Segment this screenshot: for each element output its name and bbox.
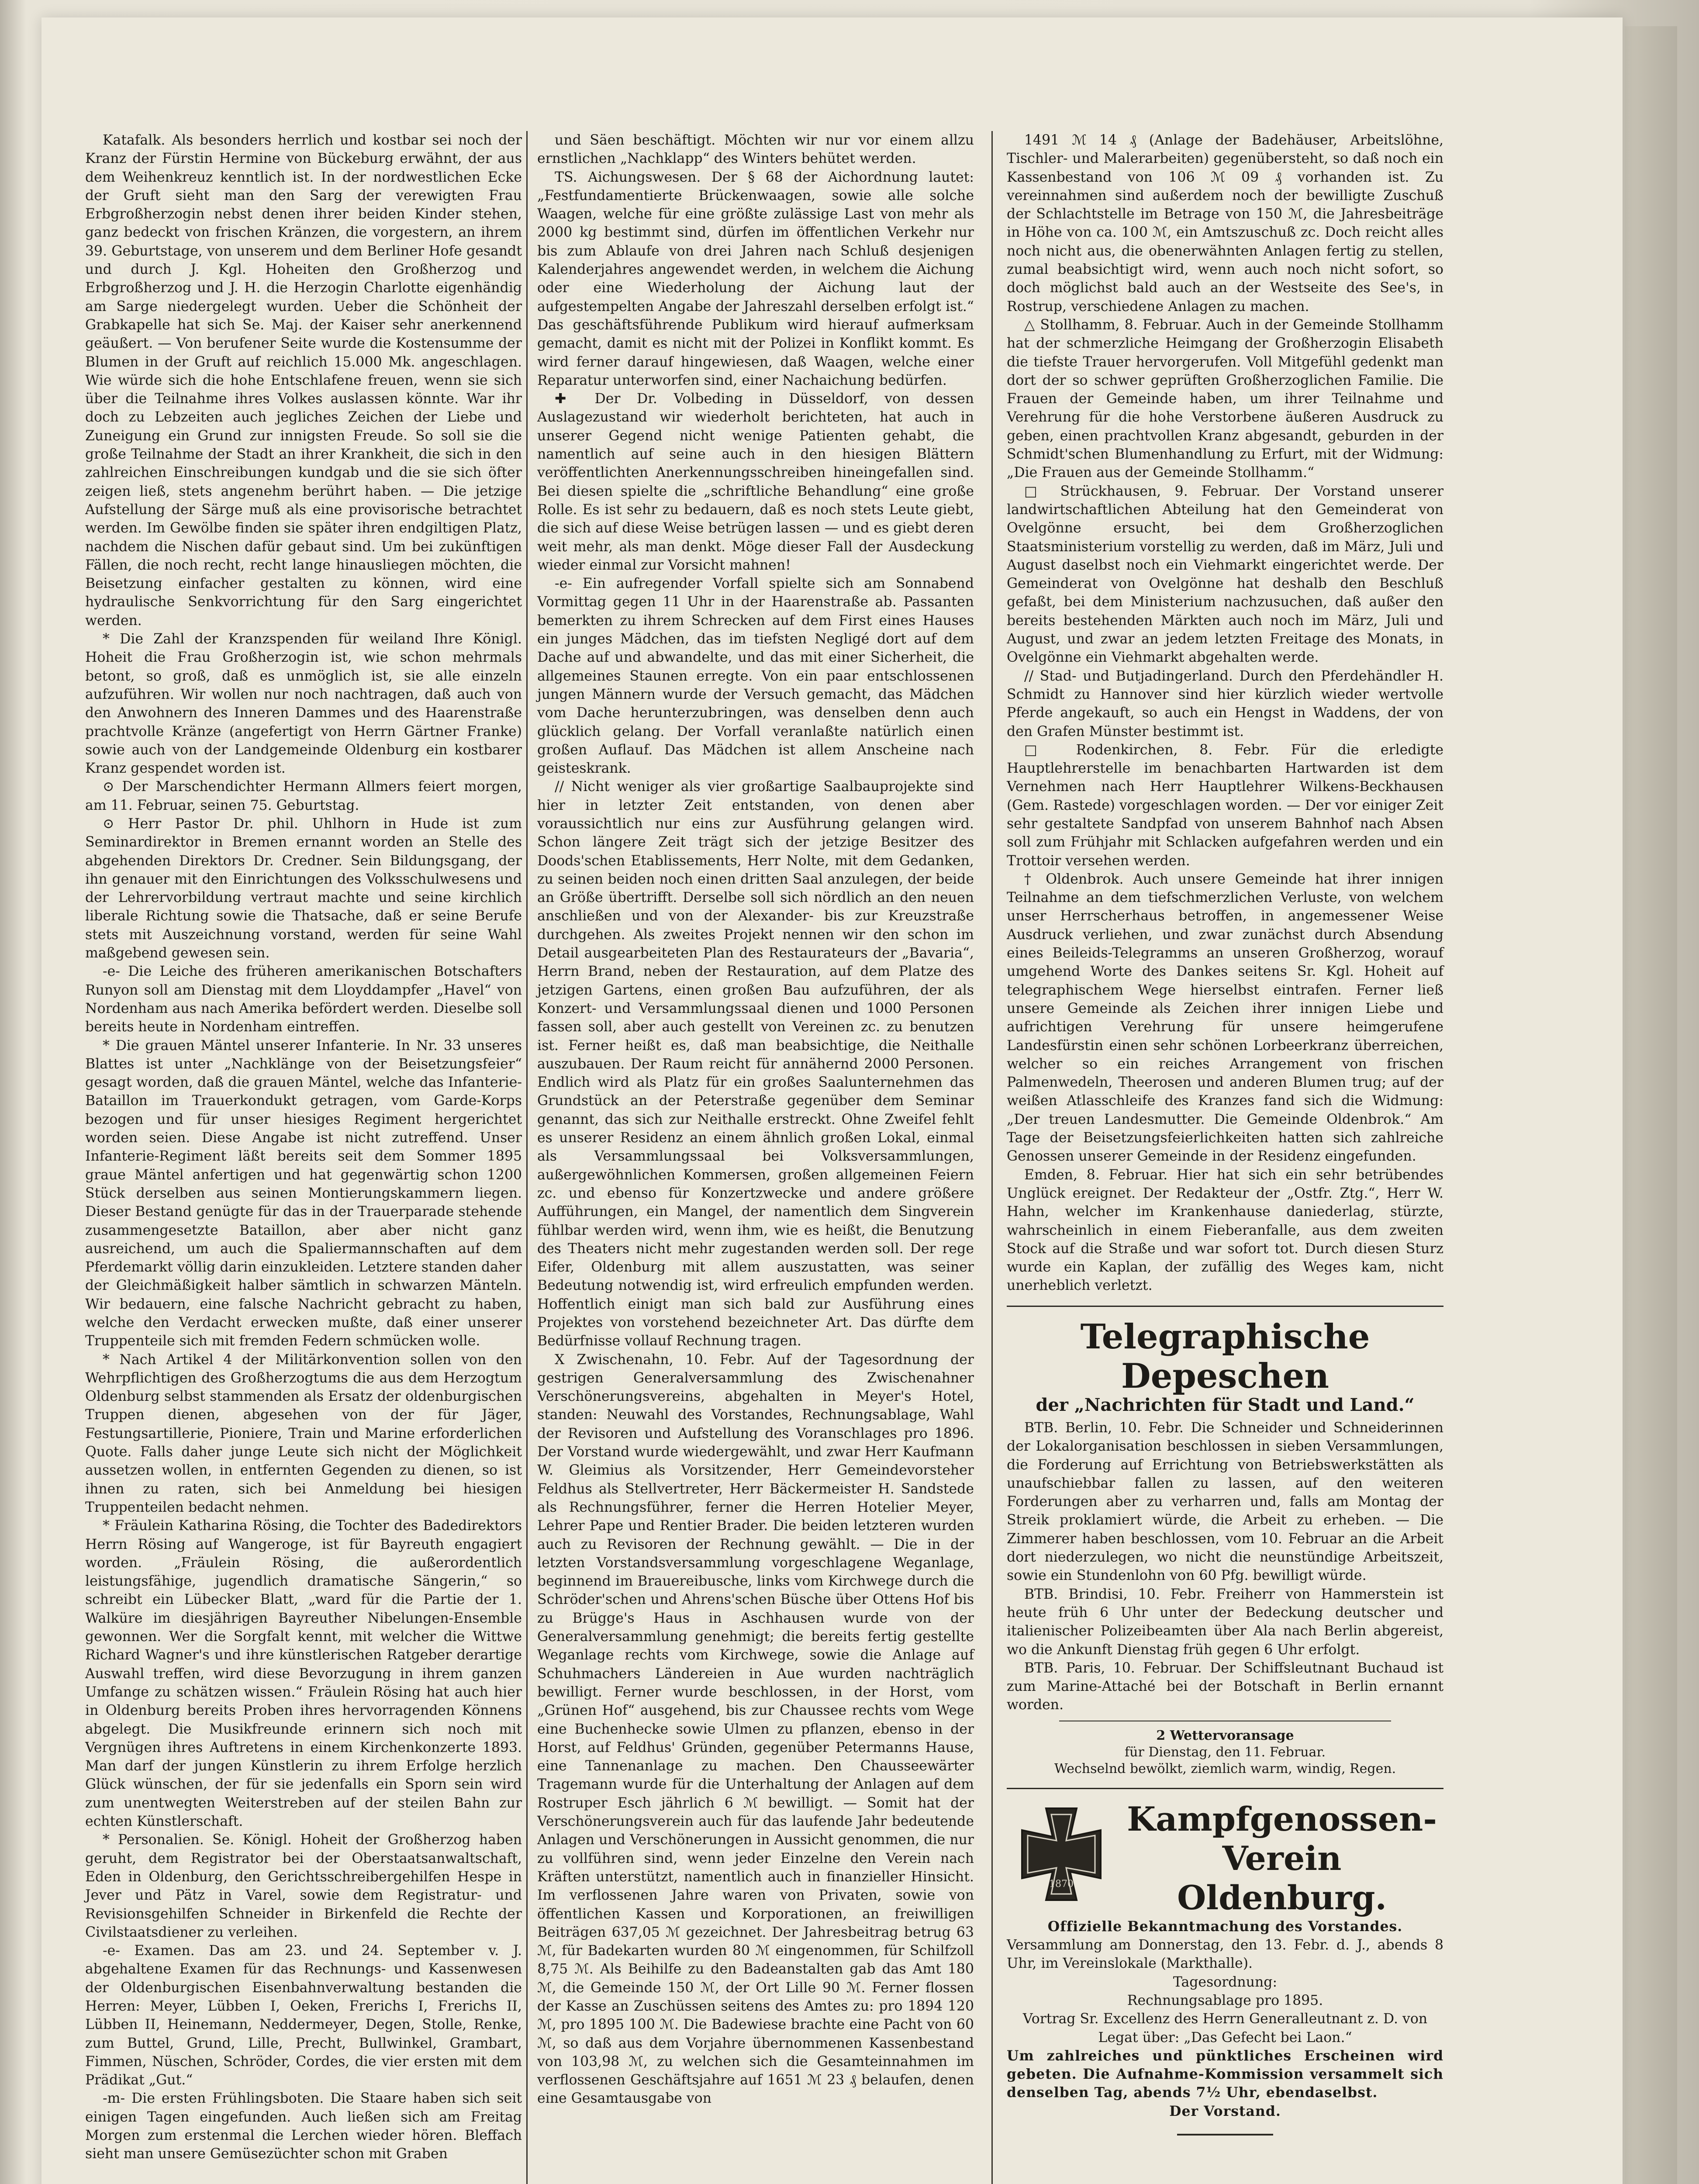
ad-line: Rechnungsablage pro 1895. xyxy=(1127,1992,1323,2008)
column-rule-1 xyxy=(526,131,528,2184)
article-paragraph: * Personalien. Se. Königl. Hoheit der Großherzog haben geruht, dem Registrator bei der Oberstaatsanwaltschaft, Eden in Oldenburg, den Gerichtsschreibergehilfen Hespe in Jever und Pätz in Varel, sowie dem Registratur- und Revisionsgehilfen Schneider in Birkenfeld die Rechte der Civilstaatsdiener zu verleihen. xyxy=(85,1832,522,1940)
article-paragraph: ⊙ Herr Pastor Dr. phil. Uhlhorn in Hude ist zum Seminardirektor in Bremen ernannt worden an Stelle des abgehenden Direktors Dr. Credner. Sein Bildungsgang, der ihn genauer mit den Einrichtungen des Volksschulwesens und der Lehrervorbildung vertraut machte und seine kirchlich liberale Richtung sowie die Thatsache, daß er seine Berufe stets mit Auszeichnung vorstand, werden für seine Wahl maßgebend gewesen sein. xyxy=(85,816,522,961)
column-1 xyxy=(85,131,522,2163)
article-paragraph: □ Strückhausen, 9. Februar. Der Vorstand unserer landwirtschaftlichen Abteilung hat den Gemeinderat von Ovelgönne ersucht, bei dem Großherzoglichen Staatsministerium vorstellig zu werden, daß im März, Juli und August daselbst noch ein Viehmarkt eingerichtet werde. Der Gemeinderat von Ovelgönne hat deshalb den Beschluß gefaßt, bei dem Ministerium nachzusuchen, daß außer den bereits bestehenden Märkten auch noch im März, Juli und August, und zwar an jedem letzten Freitage des Monats, in Ovelgönne ein Viehmarkt abgehalten werde. xyxy=(1007,483,1443,666)
ad-signature: Der Vorstand. xyxy=(1169,2103,1281,2119)
article-paragraph: TS. Aichungswesen. Der § 68 der Aichordnung lautet: „Festfundamentierte Brückenwaagen, sowie alle solche Waagen, welche für eine größte zulässige Last von mehr als 2000 kg bestimmt sind, dürfen im öffentlichen Verkehr nur bis zum Ablaufe von drei Jahren nach Schluß desjenigen Kalenderjahres angewendet werden, in welchem die Aichung oder eine Wiederholung der Aichung laut der aufgestempelten Angabe der Jahreszahl derselben erfolgt ist.“ Das geschäftsführende Publikum wird hierauf aufmerksam gemacht, damit es nicht mit der Polizei in Konflikt kommt. Es wird ferner darauf hingewiesen, daß Waagen, welche einer Reparatur unterworfen sind, einer Nachaichung bedürfen. xyxy=(537,169,974,388)
article-paragraph: -e- Examen. Das am 23. und 24. September v. J. abgehaltene Examen für das Rechnungs- und Kassenwesen der Oldenburgischen Eisenbahnverwaltung bestanden die Herren: Meyer, Lübben I, Oeken, Frerichs I, Frerichs II, Lübben II, Heinemann, Neddermeyer, Degen, Stolle, Renke, zum Buttel, Grund, Lille, Precht, Bullwinkel, Grambart, Fimmen, Nüschen, Schröder, Cordes, die vier ersten mit dem Prädikat „Gut.“ xyxy=(85,1943,522,2088)
ad-line: Tagesordnung: xyxy=(1173,1974,1278,1990)
iron-cross-icon xyxy=(1015,1804,1107,1904)
ad-line: Offizielle Bekanntmachung des Vorstandes. xyxy=(1047,1918,1403,1935)
article-paragraph: -m- Die ersten Frühlingsboten. Die Staare haben sich seit einigen Tagen eingefunden. Auch ließen sich am Freitag Morgen zum erstenmal die Lerchen wieder hören. Bleffach sieht man unsere Gemüsezüchter schon mit Graben xyxy=(85,2091,522,2162)
article-paragraph: △ Stollhamm, 8. Februar. Auch in der Gemeinde Stollhamm hat der schmerzliche Heimgang der Großherzogin Elisabeth die tiefste Trauer hervorgerufen. Voll Mitgefühl gedenkt man dort der so schwer geprüften Großherzoglichen Familie. Die Frauen der Gemeinde haben, um ihrer Teilnahme und Verehrung für die hohe Verstorbene äußeren Ausdruck zu geben, einen prachtvollen Kranz abgesandt, geburden in der Schmidt'schen Blumenhandlung zu Erfurt, mit der Widmung: „Die Frauen aus der Gemeinde Stollhamm.“ xyxy=(1007,317,1443,481)
end-rule xyxy=(1177,2134,1273,2136)
telegram-item: BTB. Brindisi, 10. Febr. Freiherr von Hammerstein ist heute früh 6 Uhr unter der Bedeckung deutscher und italienischer Polizeibeamten über Ala nach Berlin abgereist, wo die Ankunft Dienstag früh gegen 6 Uhr erfolgt. xyxy=(1007,1586,1443,1658)
article-paragraph: ⊙ Der Marschendichter Hermann Allmers feiert morgen, am 11. Februar, seinen 75. Geburtstag. xyxy=(85,779,522,813)
article-paragraph: // Nicht weniger als vier großartige Saalbauprojekte sind hier in letzter Zeit entstanden, von denen aber voraussichtlich nur eins zur Ausführung gelangen wird. Schon längere Zeit trägt sich der jetzige Besitzer des Doods'schen Etablissements, Herr Nolte, mit dem Gedanken, zu seinen beiden noch einen dritten Saal anzulegen, der beide an Größe übertrifft. Derselbe soll sich nördlich an den neuen anschließen und von der Alexander- bis zur Kreuzstraße durchgehen. Als zweites Projekt nennen wir den schon im Detail ausgearbeiteten Plan des Restaurateurs der „Bavaria“, Herrn Brand, neben der Restauration, auf dem Platze des jetzigen Gartens, einen großen Bau aufzuführen, der als Konzert- und Versammlungssaal dienen und 1000 Personen fassen soll, aber auch gestellt von Vereinen zc. zu benutzen ist. Ferner heißt es, daß man beabsichtige, die Neithalle auszubauen. Der Raum reicht für annähernd 2000 Personen. Endlich wird als Platz für ein großes Saalunternehmen das Grundstück an der Peterstraße gegenüber dem Seminar genannt, das sich zur Neithalle erstreckt. Ohne Zweifel fehlt es unserer Residenz an einem ähnlich großen Lokal, einmal als Versammlungssaal bei Volksversammlungen, außergewöhnlichen Kommersen, großen allgemeinen Feiern zc. und ebenso für Konzertzwecke und andere größere Aufführungen, ein Mangel, der namentlich dem Singverein fühlbar werden wird, wenn ihm, wie es heißt, die Benutzung des Theaters nicht mehr zugestanden werden soll. Der rege Eifer, Oldenburg mit allem auszustatten, was seiner Bedeutung notwendig ist, wird erfreulich empfunden werden. Hoffentlich einigt man sich bald zur Ausführung eines Projektes von vorstehend bezeichneter Art. Das dürfte dem Bedürfnisse vollauf Rechnung tragen. xyxy=(537,779,974,1349)
advertisement-body xyxy=(1007,1918,1443,2121)
column-rule-2 xyxy=(991,131,993,2184)
ad-line: Um zahlreiches und pünktliches Erscheinen wird gebeten. Die Aufnahme-Kommission versammelt sich denselben Tag, abends 7½ Uhr, ebendaselbst. xyxy=(1007,2047,1443,2101)
article-paragraph: Katafalk. Als besonders herrlich und kostbar sei noch der Kranz der Fürstin Hermine von Bückeburg erwähnt, der aus dem Weihenkreuz kenntlich ist. In der nordwestlichen Ecke der Gruft sieht man den Sarg der verewigten Frau Erbgroßherzogin nebst denen ihrer beiden Kinder stehen, ganz bedeckt von frischen Kränzen, die vorgestern, an ihrem 39. Geburtstage, von unserem und dem Berliner Hofe gesandt und durch J. Kgl. Hoheiten den Großherzog und Erbgroßherzog und J. H. die Herzogin Charlotte eigenhändig am Sarge niedergelegt wurden. Ueber die Schönheit der Grabkapelle hat sich Se. Maj. der Kaiser sehr anerkennend geäußert. — Von berufener Seite wurde die Kostensumme der Blumen in der Gruft auf reichlich 15.000 Mk. angeschlagen. Wie würde sich die hohe Entschlafene freuen, wenn sie sich über die Teilnahme ihres Volkes auslassen könnte. War ihr doch zu Lebzeiten auch jegliches Zeichen der Liebe und Zuneigung ein Grund zur innigsten Freude. So soll sie die große Teilnahme der Stadt an ihrer Krankheit, die sich in den zahlreichen Einschreibungen kundgab und die sie sich öfter zeigen ließ, stets angenehm berührt haben. — Die jetzige Aufstellung der Särge muß als eine provisorische betrachtet werden. Im Gewölbe finden sie später ihren endgiltigen Platz, nachdem die Nischen dafür gebaut sind. Um bei zukünftigen Fällen, die noch recht, recht lange hinausliegen möchten, die Beisetzung einfacher gestalten zu können, wird eine hydraulische Senkvorrichtung für den Sarg eingerichtet werden. xyxy=(85,132,522,629)
article-paragraph: 1491 ℳ 14 ₰ (Anlage der Badehäuser, Arbeitslöhne, Tischler- und Malerarbeiten) gegenübersteht, so daß noch ein Kassenbestand von 106 ℳ 09 ₰ vorhanden ist. Zu vereinnahmen sind außerdem noch der bewilligte Zuschuß der Schlachtstelle im Betrage von 150 ℳ, die Jahresbeiträge in Höhe von ca. 100 ℳ, ein Amtszuschuß zc. Doch reicht alles noch nicht aus, die obenerwähnten Anlagen fertig zu stellen, zumal beabsichtigt wird, wenn auch noch nicht sofort, so doch möglichst bald auch an der Westseite des See's, in Rostrup, verschiedene Anlagen zu machen. xyxy=(1007,132,1443,314)
telegrams-heading: Telegraphische Depeschen xyxy=(1080,1317,1370,1396)
article-paragraph: † Oldenbrok. Auch unsere Gemeinde hat ihrer innigen Teilnahme an dem tiefschmerzlichen Verluste, von welchem unser Herrscherhaus betroffen, in angemessener Weise Ausdruck verliehen, und zwar zunächst durch Absendung eines Beileids-Telegramms an unseren Großherzog, worauf umgehend Worte des Dankes seitens Sr. Kgl. Hoheit auf telegraphischem Wege hierselbst eintrafen. Ferner ließ unsere Gemeinde als Zeichen ihrer innigen Liebe und aufrichtigen Verehrung für unsere heimgerufene Landesfürstin einen sehr schönen Lorbeerkranz überreichen, welcher so ein reiches Arrangement von frischen Palmenwedeln, Theerosen und anderen Blumen trug; auf der weißen Atlasschleife des Kranzes fand sich die Widmung: „Der treuen Landesmutter. Die Gemeinde Oldenbrok.“ Am Tage der Beisetzungsfeierlichkeiten hatten sich zahlreiche Genossen unserer Gemeinde in der Residenz eingefunden. xyxy=(1007,871,1443,1165)
article-paragraph: und Säen beschäftigt. Möchten wir nur vor einem allzu ernstlichen „Nachklapp“ des Winters behütet werden. xyxy=(537,132,974,167)
article-paragraph: * Fräulein Katharina Rösing, die Tochter des Badedirektors Herrn Rösing auf Wangeroge, ist für Bayreuth engagiert worden. „Fräulein Rösing, die außerordentlich leistungsfähige, jugendlich dramatische Sängerin,“ so schreibt ein Lübecker Blatt, „ward für die Partie der 1. Walküre im diesjährigen Bayreuther Nibelungen-Ensemble gewonnen. Wer die Sorgfalt kennt, mit welcher die Wittwe Richard Wagner's und ihre künstlerischen Ratgeber derartige Auswahl treffen, wird diese Bevorzugung in ihrem ganzen Umfange zu schätzen wissen.“ Fräulein Rösing hat auch hier in Oldenburg bereits Proben ihres hervorragenden Könnens abgelegt. Die Musikfreunde erinnern sich noch mit Vergnügen ihres Auftretens in einem Kirchenkonzerte 1893. Man darf der jungen Künstlerin zu ihrem Erfolge herzlich Glück wünschen, der für sie jedenfalls ein Sporn sein wird zum unentwegten Weiterstreben auf der steilen Bahn zur echten Künstlerschaft. xyxy=(85,1518,522,1830)
article-paragraph: Emden, 8. Februar. Hier hat sich ein sehr betrübendes Unglück ereignet. Der Redakteur der „Ostfr. Ztg.“, Herr W. Hahn, welcher im Krankenhause daniederlag, stürzte, wahrscheinlich in einem Fieberanfalle, aus dem zweiten Stock auf die Straße und war sofort tot. Durch diesen Sturz wurde ein Kaplan, der zufällig des Weges kam, nicht unerheblich verletzt. xyxy=(1007,1167,1443,1294)
article-paragraph: * Die grauen Mäntel unserer Infanterie. In Nr. 33 unseres Blattes ist unter „Nachklänge von der Beisetzungsfeier“ gesagt worden, daß die grauen Mäntel, welche das Infanterie-Bataillon im Trauerkondukt getragen, vom Garde-Korps bezogen und für unser hiesiges Regiment hergerichtet worden seien. Diese Angabe ist nicht zutreffend. Unser Infanterie-Regiment läßt bereits seit dem Sommer 1895 graue Mäntel anfertigen und hat gegenwärtig schon 1200 Stück derselben aus seinen Montierungskammern liegen. Dieser Bestand genügte für das in der Trauerparade stehende zusammengesetzte Bataillon, aber aber nicht ganz ausreichend, um auch die Spaliermannschaften auf dem Pferdemarkt völlig darin einzukleiden. Letztere standen daher der Gleichmäßigkeit halber sämtlich in schwarzen Mänteln. Wir bedauern, eine falsche Nachricht gebracht zu haben, welche den Verdacht erwecken mußte, daß einer unserer Truppenteile sich mit fremden Federn schmücken wolle. xyxy=(85,1037,522,1349)
ad-line: Vortrag Sr. Excellenz des Herrn Generalleutnant z. D. von Legat über: „Das Gefecht bei Laon.“ xyxy=(1022,2011,1428,2046)
weather-date: für Dienstag, den 11. Februar. xyxy=(1125,1744,1326,1760)
article-paragraph: // Stad- und Butjadingerland. Durch den Pferdehändler H. Schmidt zu Hannover sind hier kürzlich wieder wertvolle Pferde angekauft, so auch ein Hengst in Waddens, der von den Grafen Münster bestimmt ist. xyxy=(1007,668,1443,740)
cross-year: 1870 xyxy=(1049,1878,1074,1890)
next-page-edge xyxy=(1625,26,1677,2184)
article-paragraph: □ Rodenkirchen, 8. Febr. Für die erledigte Hauptlehrerstelle im benachbarten Hartwarden ist dem Vernehmen nach Herr Hauptlehrer Wilkens-Beckhausen (Gem. Rastede) vorgeschlagen worden. — Der vor einiger Zeit sehr gestaltete Sandpfad von unserem Bahnhof nach Absen soll zum Frühjahr mit Schlacken aufgefahren werden und ein Trottoir versehen werden. xyxy=(1007,742,1443,869)
section-divider xyxy=(1007,1306,1443,1307)
weather-forecast xyxy=(1007,1728,1443,1777)
weather-text: Wechselnd bewölkt, ziemlich warm, windig, Regen. xyxy=(1054,1761,1396,1776)
article-paragraph: -e- Ein aufregender Vorfall spielte sich am Sonnabend Vormittag gegen 11 Uhr in der Haarenstraße ab. Passanten bemerkten zu ihrem Schrecken auf dem First eines Hauses ein junges Mädchen, das im tiefsten Negligé dort auf dem Dache auf und abwandelte, und das mit einer Sicherheit, die allgemeines Staunen erregte. Von ein paar entschlossenen jungen Männern wurde der Versuch gemacht, das Mädchen vom Dache herunterzubringen, was denselben denn auch glücklich gelang. Der Vorfall veranlaßte natürlich einen großen Auflauf. Das Mädchen ist allem Anscheine nach geisteskrank. xyxy=(537,576,974,777)
ad-line: Versammlung am Donnerstag, den 13. Febr. d. J., abends 8 Uhr, im Vereinslokale (Markthalle). xyxy=(1007,1937,1443,1972)
article-paragraph: * Nach Artikel 4 der Militärkonvention sollen von den Wehrpflichtigen des Großherzogtums die aus dem Herzogtum Oldenburg selbst stammenden als Ersatz der oldenburgischen Truppen dienen, abgesehen von der für Jäger, Festungsartillerie, Pioniere, Train und Marine erforderlichen Quote. Falls daher junge Leute sich nicht der Möglichkeit aussetzen wollen, in entfernten Gegenden zu dienen, so ist ihnen zu raten, sich bei Anmeldung bei hiesigen Truppenteilen bedacht nehmen. xyxy=(85,1351,522,1515)
telegrams-subheading: der „Nachrichten für Stadt und Land.“ xyxy=(1036,1394,1415,1415)
weather-title: 2 Wettervoransage xyxy=(1156,1728,1294,1743)
article-paragraph: * Die Zahl der Kranzspenden für weiland Ihre Königl. Hoheit die Frau Großherzogin ist, wie schon mehrmals betont, so groß, daß es unmöglich ist, sie alle einzeln aufzuführen. Wir wollen nur noch nachtragen, daß auch von den Anwohnern des Inneren Dammes und des Haarenstraße prachtvolle Kränze (angefertigt von Herrn Gärtner Franke) sowie auch von der Landgemeinde Oldenburg ein kostbarer Kranz gespendet worden ist. xyxy=(85,631,522,777)
article-paragraph: X Zwischenahn, 10. Febr. Auf der Tagesordnung der gestrigen Generalversammlung des Zwischenahner Verschönerungsvereins, abgehalten in Meyer's Hotel, standen: Neuwahl des Vorstandes, Rechnungsablage, Wahl der Revisoren und Aufstellung des Voranschlages pro 1896. Der Vorstand wurde wiedergewählt, und zwar Herr Kaufmann W. Gleimius als Vorsitzender, Herr Gemeindevorsteher Feldhus als Stellvertreter, Herr Bäckermeister H. Sandstede als Rechnungsführer, ferner die Herren Hotelier Meyer, Lehrer Pape und Rentier Brader. Die beiden letzteren wurden auch zu Revisoren der Rechnung gewählt. — Die in der letzten Vorstandsversammlung vorgeschlagene Weganlage, beginnend im Brauereibusche, links vom Kirchwege durch die Schröder'schen und Ahrens'schen Büsche über Ottens Hof bis zu Brügge's Haus in Aschhausen wurde von der Generalversammlung genehmigt; die bereits fertig gestellte Weganlage rechts vom Kirchwege, sowie die Anlage auf Schuhmachers Ländereien in Aue wurden nachträglich bewilligt. Ferner wurde beschlossen, in der Horst, vom „Grünen Hof“ ausgehend, bis zur Chaussee rechts vom Wege eine Buchenhecke sowie Ulmen zu pflanzen, ebenso in der Horst, auf Feldhus' Gründen, gegenüber Petermanns Hause, eine Tannenanlage zu machen. Den Chausseewärter Tragemann wurde für die Unterhaltung der Anlagen auf dem Rostruper Esch jährlich 6 ℳ bewilligt. — Somit hat der Verschönerungsverein auch für das laufende Jahr bedeutende Anlagen und Verschönerungen in Aussicht genommen, die nur zu vollführen sind, wenn jeder Einzelne den Verein nach Kräften unterstützt, namentlich auch in finanzieller Hinsicht. Im verflossenen Jahre waren von Privaten, sowie von öffentlichen Kassen und Korporationen, an freiwilligen Beiträgen 637,05 ℳ gezeichnet. Der Jahresbeitrag betrug 63 ℳ, für Badekarten wurden 80 ℳ eingenommen, für Schilfzoll 8,75 ℳ. Als Beihilfe zu den Badeanstalten gab das Amt 180 ℳ, die Gemeinde 150 ℳ, der Ort Lille 90 ℳ. Ferner flossen der Kasse an Zuschüssen seitens des Amtes zu: pro 1894 120 ℳ, pro 1895 100 ℳ. Die Badewiese brachte eine Pacht von 60 ℳ, so daß aus dem Vorjahre übernommenen Kassenbestand von 103,98 ℳ, zu welchen sich die Gesamteinnahmen im verflossenen Geschäftsjahre auf 1651 ℳ 23 ₰ belaufen, denen eine Gesamtausgabe von xyxy=(537,1351,974,2107)
column-2 xyxy=(537,131,974,2108)
article-paragraph: -e- Die Leiche des früheren amerikanischen Botschafters Runyon soll am Dienstag mit dem Lloyddampfer „Havel“ von Nordenham aus nach Amerika befördert werden. Dieselbe soll bereits heute in Nordenham eintreffen. xyxy=(85,964,522,1035)
telegram-item: BTB. Paris, 10. Februar. Der Schiffsleutnant Buchaud ist zum Marine-Attaché bei der Botschaft in Berlin ernannt worden. xyxy=(1007,1660,1443,1713)
column-3 xyxy=(1007,131,1443,2149)
club-advertisement xyxy=(1007,1800,1443,2136)
article-paragraph: ✚ Der Dr. Volbeding in Düsseldorf, von dessen Auslagezustand wir wiederholt berichteten, hat auch in unserer Gegend nicht wenige Patienten gehabt, die namentlich auf seine auch in den hiesigen Blättern veröffentlichten Anerkennungsschreiben hineingefallen sind. Bei diesen spielte die „schriftliche Behandlung“ eine große Rolle. Es ist sehr zu bedauern, daß es noch stets Leute giebt, die sich auf diese Weise betrügen lassen — und es giebt deren weit mehr, als man denkt. Möge dieser Fall der Ausdeckung wieder einmal zur Vorsicht mahnen! xyxy=(537,391,974,573)
section-divider xyxy=(1007,1788,1443,1789)
club-name: Kampfgenossen-Verein Oldenburg. xyxy=(1127,1799,1437,1917)
telegram-item: BTB. Berlin, 10. Febr. Die Schneider und Schneiderinnen der Lokalorganisation beschlossen in sieben Versammlungen, die Forderung auf Errichtung von Betriebswerkstätten als unaufschiebbar fallen zu lassen, auf den weiteren Forderungen aber zu verharren und, falls am Montag der Streik proklamiert würde, die Arbeit zu erheben. — Die Zimmerer haben beschlossen, vom 10. Februar an die Arbeit dort niederzulegen, wo nicht die neunstündige Arbeitszeit, sowie ein Stundenlohn von 60 Pfg. bewilligt würde. xyxy=(1007,1420,1443,1584)
